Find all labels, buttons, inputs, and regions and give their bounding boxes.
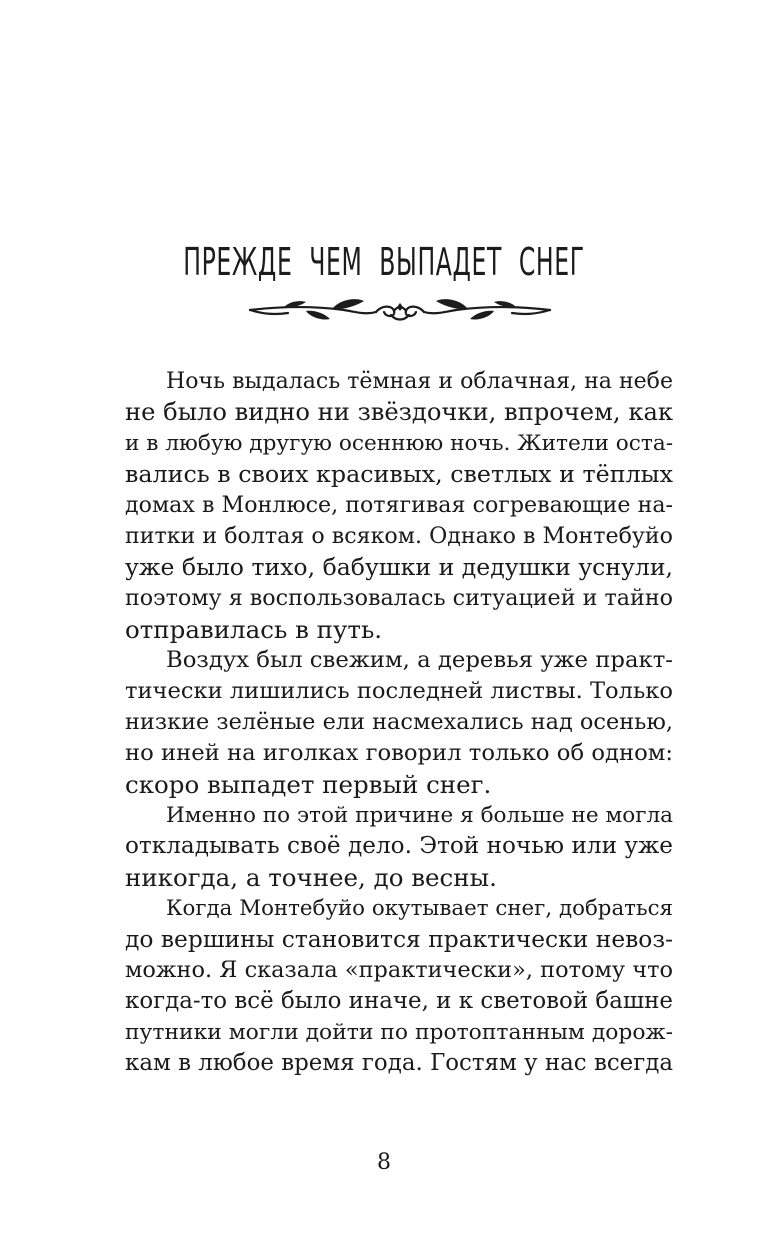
text-line: можно. Я сказала «практически», потому что xyxy=(125,957,673,983)
text-line: но иней на иголках говорил только об одном: xyxy=(125,740,673,766)
text-line: до вершины становится практически невоз- xyxy=(125,925,673,953)
floral-divider-ornament-icon xyxy=(244,293,556,327)
paragraph xyxy=(125,366,673,645)
text-line: отправилась в путь. xyxy=(125,615,383,644)
text-line: скоро выпадет первый снег. xyxy=(125,770,492,799)
chapter-title: ПРЕЖДЕ ЧЕМ ВЫПАДЕТ СНЕГ xyxy=(183,240,585,284)
text-line: уже было тихо, бабушки и дедушки уснули, xyxy=(125,553,673,581)
text-line: поэтому я воспользовалась ситуацией и тайно xyxy=(125,585,673,611)
text-line: когда-то всё было иначе, и к световой башне xyxy=(125,988,673,1014)
text-line: питки и болтая о всяком. Однако в Монтебуйо xyxy=(125,523,673,549)
text-line: Воздух был свежим, а деревья уже практ- xyxy=(166,647,673,673)
text-line: домах в Монлюсе, потягивая согревающие на- xyxy=(125,492,673,518)
page-number: 8 xyxy=(377,1150,391,1175)
text-line: и в любую другую осеннюю ночь. Жители оста- xyxy=(125,431,673,456)
text-line: откладывать своё дело. Этой ночью или уже xyxy=(125,833,673,859)
text-line: Именно по этой причине я больше не могла xyxy=(166,803,673,828)
text-line: кам в любое время года. Гостям у нас всегда xyxy=(125,1050,673,1076)
text-line: Когда Монтебуйо окутывает снег, добраться xyxy=(166,896,673,921)
body-text xyxy=(125,366,673,1079)
text-line: путники могли дойти по протоптанным дорож- xyxy=(125,1020,673,1045)
text-line: тически лишились последней листвы. Только xyxy=(125,678,673,704)
paragraph xyxy=(125,893,673,1079)
text-line: вались в своих красивых, светлых и тёплых xyxy=(125,460,673,488)
text-line: не было видно ни звёздочки, впрочем, как xyxy=(125,398,673,426)
paragraph xyxy=(125,645,673,800)
paragraph xyxy=(125,800,673,893)
text-line: низкие зелёные ели насмехались над осенью, xyxy=(125,709,673,735)
text-line: никогда, а точнее, до весны. xyxy=(125,863,497,892)
text-line: Ночь выдалась тёмная и облачная, на небе xyxy=(166,369,673,394)
